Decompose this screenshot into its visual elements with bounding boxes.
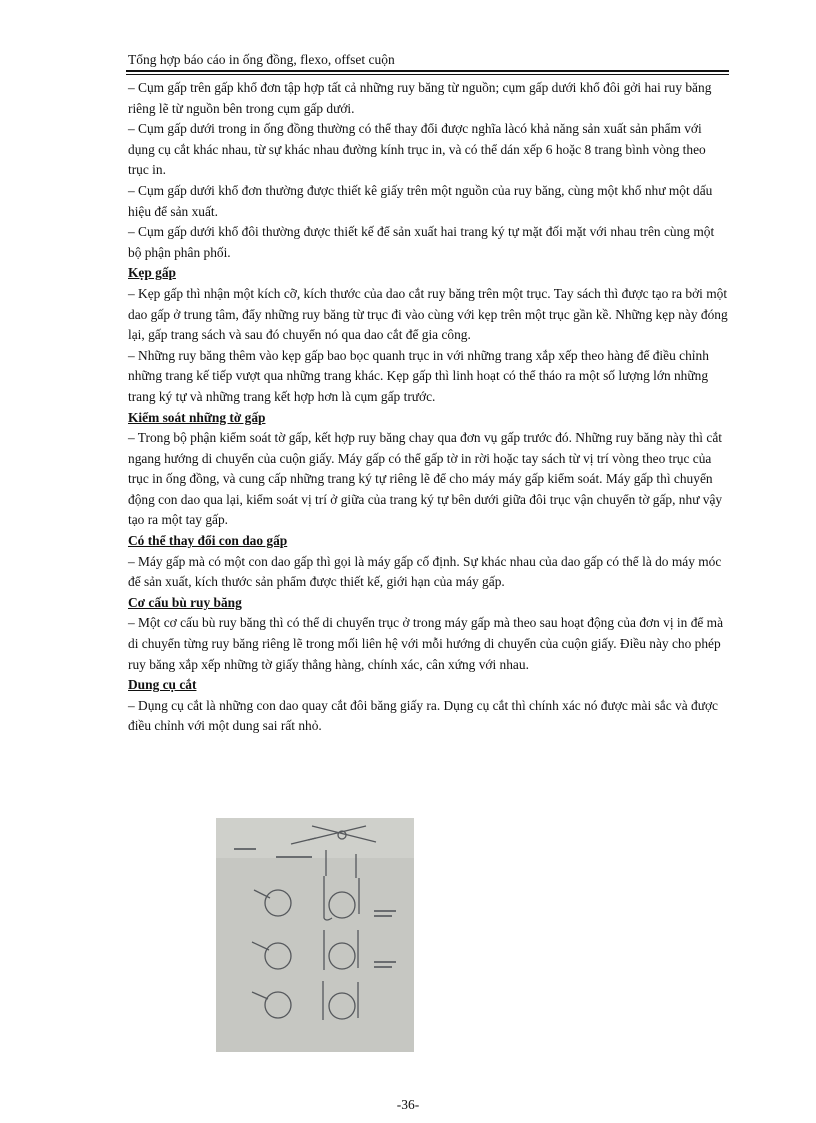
folder-diagram-photo: [216, 818, 414, 1052]
section-heading: Kiểm soát những tờ gấp: [128, 409, 266, 425]
section-heading: Dung cụ cắt: [128, 677, 197, 693]
page-header-title: Tổng hợp báo cáo in ống đồng, flexo, offset cuộn: [128, 52, 395, 67]
section-heading: Có thể thay đổi con dao gấp: [128, 533, 288, 549]
paragraph: – Máy gấp mà có một con dao gấp thì gọi là máy gấp cố định. Sự khác nhau của dao gấp có thể là do máy móc để sản xuất, kích thước sản phẩm được thiết kế, giới hạn của máy gấp.: [128, 553, 722, 590]
paragraph: – Những ruy băng thêm vào kẹp gấp bao bọc quanh trục in với những trang xắp xếp theo hàng để điều chỉnh những trang kế tiếp vượt qua những trang khác. Kẹp gấp thì linh hoạt có thể tháo ra một số lượng lớn những trang ký tự và những trang kết hợp hơn là cụm gấp trước.: [128, 347, 709, 404]
paragraph: – Cụm gấp dưới khổ đơn thường được thiết kê giấy trên một nguồn của ruy băng, cùng một khổ như một dấu hiệu để sản xuất.: [128, 182, 713, 219]
page-number: -36-: [396, 1097, 420, 1112]
folder-diagram-illustration: [216, 818, 414, 1052]
paragraph: – Cụm gấp dưới khổ đôi thường được thiết kế để sản xuất hai trang ký tự mặt đối mặt với nhau trên cùng một bộ phận phân phối.: [128, 224, 715, 260]
paragraph: – Dụng cụ cắt là những con dao quay cắt đôi băng giấy ra. Dụng cụ cắt thì chính xác nó được mài sắc và được điều chỉnh với một dung sai rất nhỏ.: [128, 697, 718, 734]
paragraph: – Cụm gấp trên gấp khổ đơn tập hợp tất cả những ruy băng từ nguồn; cụm gấp dưới khổ đôi gởi hai ruy băng riêng lẽ từ nguồn bên trong cụm gấp dưới.: [128, 80, 712, 116]
paragraph: – Một cơ cấu bù ruy băng thì có thể di chuyển trục ở trong máy gấp mà theo sau hoạt động của đơn vị in để mà di chuyển từng ruy băng riêng lẽ trong mối liên hệ với mỗi hướng di chuyển của cuộn giấy. Điều này cho phép ruy băng xắp xếp những tờ giấy thẳng hàng, chính xác, cân xứng với nhau.: [128, 615, 724, 672]
paragraph: – Kẹp gấp thì nhận một kích cỡ, kích thước của dao cắt ruy băng trên một trục. Tay sách thì được tạo ra bởi một dao gấp ở trung tâm, đẩy những ruy băng từ trục đi vào cùng với kẹp trên một trục gần kề. Những kẹp này đóng lại, gấp trang sách và sau đó chuyển nó qua dao cắt để gia công.: [128, 285, 728, 343]
section-heading: Cơ cấu bù ruy băng: [128, 594, 242, 610]
header-rule-thin: [126, 74, 729, 75]
paragraph: – Trong bộ phận kiểm soát tờ gấp, kết hợp ruy băng chay qua đơn vụ gấp trước đó. Những ruy băng này thì cắt ngang hướng di chuyển của cuộn giấy. Máy gấp có thể gấp tờ in rời hoặc tay sách từ vị trí vòng theo trục của trục in ống đồng, và cung cấp những trang ký tự riêng lẽ để cho máy máy gấp kiểm soát. Máy gấp thì chuyển động con dao qua lại, kiểm soát vị trí ở giữa của trang ký tự bên dưới giữa đôi trục vận chuyển tờ gấp, như vậy tạo ra một tay gấp.: [128, 430, 723, 528]
paragraph: – Cụm gấp dưới trong in ống đồng thường có thể thay đổi được nghĩa làcó khả năng sản xuất sản phẩm với dụng cụ cắt khác nhau, từ sự khác nhau đường kính trục in, và có thể dán xếp 6 hoặc 8 trang bình vòng theo trục in.: [128, 121, 706, 178]
section-heading: Kẹp gấp: [128, 265, 176, 281]
document-body: [128, 78, 728, 737]
header-rule-thick: [126, 70, 729, 72]
